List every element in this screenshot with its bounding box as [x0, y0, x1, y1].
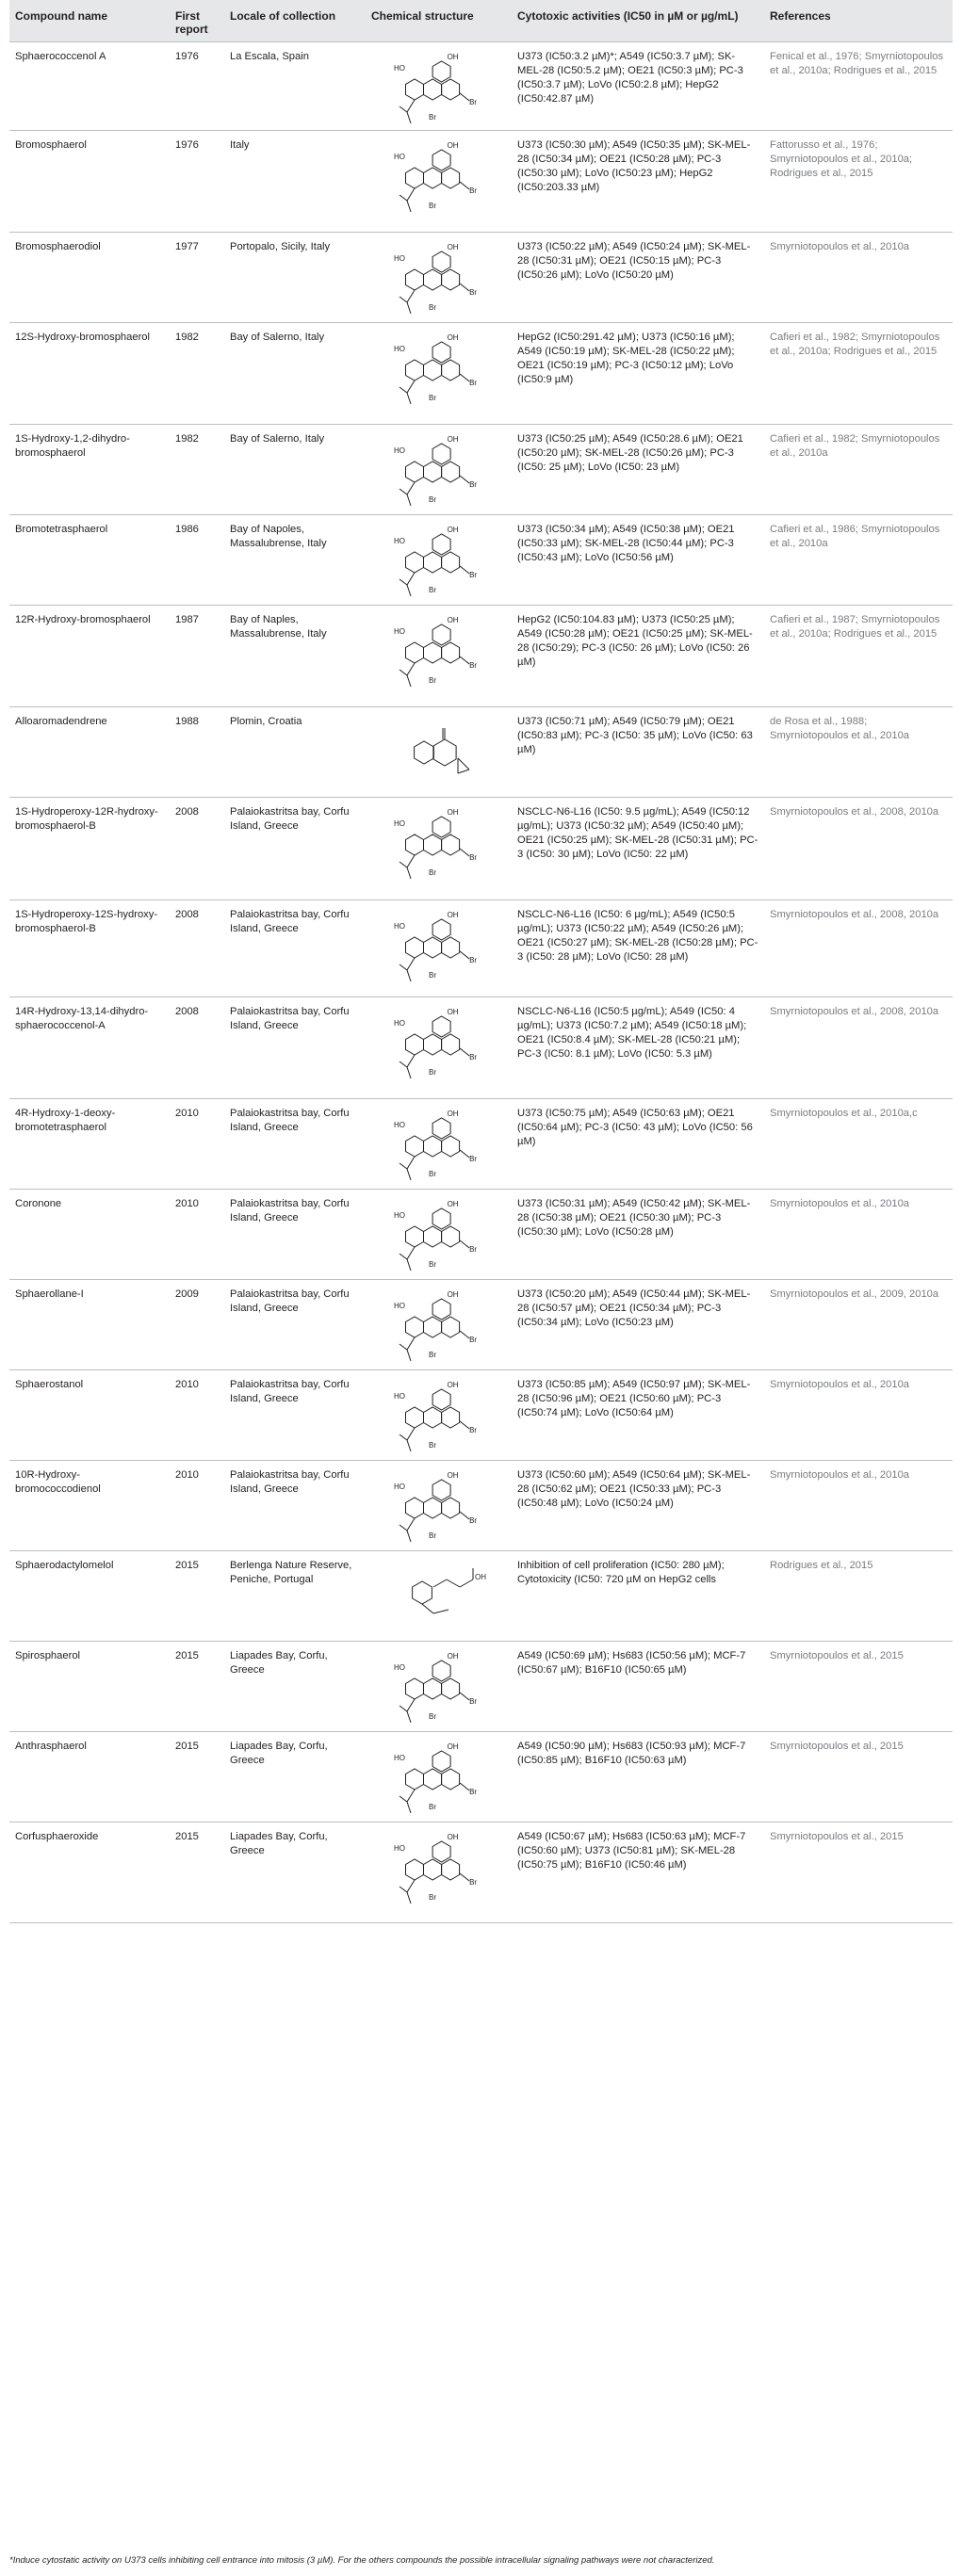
cell-activity: U373 (IC50:20 µM); A549 (IC50:44 µM); SK-MEL-28 (IC50:57 µM); OE21 (IC50:34 µM); PC-3 (IC50:34 µM); LoVo (IC50:23 µM) [512, 1279, 764, 1369]
atom-label: Br [469, 1335, 478, 1344]
cell-compound-name: Bromotetrasphaerol [9, 514, 170, 605]
atom-label: Br [469, 1244, 478, 1254]
cell-locale: Plomin, Croatia [224, 706, 366, 797]
cell-structure [366, 514, 512, 605]
atom-label: OH [447, 1470, 459, 1480]
table-row [9, 1731, 953, 1822]
atom-label: OH [447, 1742, 459, 1751]
cell-compound-name: Corfusphaeroxide [9, 1822, 170, 1922]
atom-label: HO [394, 446, 405, 455]
cell-compound-name: Bromosphaerol [9, 130, 170, 232]
atom-label: Br [429, 302, 437, 312]
cell-references: Cafieri et al., 1986; Smyrniotopoulos et al., 2010a [764, 514, 953, 605]
cell-references: Rodrigues et al., 2015 [764, 1550, 953, 1641]
cell-structure [366, 1460, 512, 1550]
cell-locale: Portopalo, Sicily, Italy [224, 232, 366, 322]
cell-references: Smyrniotopoulos et al., 2015 [764, 1822, 953, 1922]
cell-activity: A549 (IC50:90 µM); Hs683 (IC50:93 µM); MCF-7 (IC50:85 µM); B16F10 (IC50:63 µM) [512, 1731, 764, 1822]
cell-locale: Palaiokastritsa bay, Corfu Island, Greece [224, 899, 366, 996]
cell-locale: Palaiokastritsa bay, Corfu Island, Greece [224, 1189, 366, 1279]
atom-label: Br [469, 570, 478, 579]
cell-compound-name: 4R-Hydroxy-1-deoxy-bromotetrasphaerol [9, 1098, 170, 1189]
table-footnote: *Induce cytostatic activity on U373 cells inhibiting cell entrance into mitosis (3 µM). For the others compounds the possible intracellular signaling pathways were not characterized. [9, 2555, 715, 2566]
cell-locale: Bay of Salerno, Italy [224, 424, 366, 514]
table-row [9, 1369, 953, 1460]
header-references: References [770, 9, 831, 23]
atom-label: OH [447, 1109, 459, 1118]
table-row [9, 1098, 953, 1189]
structure-diagram [367, 1465, 509, 1547]
atom-label: OH [475, 1572, 486, 1581]
table-row [9, 1641, 953, 1731]
atom-label: Br [429, 1169, 437, 1178]
header-structure: Chemical structure [371, 9, 474, 23]
cell-locale: Bay of Naples, Massalubrense, Italy [224, 605, 366, 706]
table-row [9, 996, 953, 1098]
compound-table [9, 0, 953, 1923]
table-row [9, 1189, 953, 1279]
atom-label: OH [447, 1651, 459, 1661]
cell-activity: U373 (IC50:60 µM); A549 (IC50:64 µM); SK-MEL-28 (IC50:62 µM); OE21 (IC50:33 µM); PC-3 (IC50:48 µM); LoVo (IC50:24 µM) [512, 1460, 764, 1550]
cell-first-report: 2015 [170, 1822, 224, 1922]
cell-activity: U373 (IC50:22 µM); A549 (IC50:24 µM); SK-MEL-28 (IC50:31 µM); OE21 (IC50:15 µM); PC-3 (IC50:26 µM); LoVo (IC50:20 µM) [512, 232, 764, 322]
cell-locale: Palaiokastritsa bay, Corfu Island, Greece [224, 1369, 366, 1460]
atom-label: HO [394, 536, 405, 545]
cell-structure [366, 605, 512, 706]
atom-label: OH [447, 910, 459, 919]
cell-structure [366, 1369, 512, 1460]
structure-diagram [367, 1284, 509, 1367]
cell-first-report: 2010 [170, 1460, 224, 1550]
cell-first-report: 1986 [170, 514, 224, 605]
atom-label: HO [394, 1391, 405, 1401]
cell-activity: NSCLC-N6-L16 (IC50:5 µg/mL); A549 (IC50: 4 µg/mL); U373 (IC50:7.2 µM); A549 (IC50:18 µM); OE21 (IC50:8.4 µM); SK-MEL-28 (IC50:21 µM); PC-3 (IC50: 8.1 µM); LoVo (IC50: 5.3 µM) [512, 996, 764, 1098]
atom-label: OH [447, 807, 459, 817]
atom-label: Br [429, 1531, 437, 1540]
cell-compound-name: Spirosphaerol [9, 1641, 170, 1731]
cell-first-report: 2008 [170, 996, 224, 1098]
cell-structure [366, 1189, 512, 1279]
cell-references: Fenical et al., 1976; Smyrniotopoulos et al., 2010a; Rodrigues et al., 2015 [764, 41, 953, 130]
cell-locale: Liapades Bay, Corfu, Greece [224, 1822, 366, 1922]
cell-compound-name: Sphaerodactylomelol [9, 1550, 170, 1641]
cell-references: Smyrniotopoulos et al., 2015 [764, 1731, 953, 1822]
cell-compound-name: 12R-Hydroxy-bromosphaerol [9, 605, 170, 706]
atom-label: Br [469, 660, 478, 670]
atom-label: HO [394, 921, 405, 931]
atom-label: HO [394, 1120, 405, 1129]
cell-references: Cafieri et al., 1982; Smyrniotopoulos et al., 2010a; Rodrigues et al., 2015 [764, 322, 953, 424]
cell-first-report: 1977 [170, 232, 224, 322]
table-row [9, 1822, 953, 1922]
cell-activity: Inhibition of cell proliferation (IC50: 280 µM); Cytotoxicity (IC50: 720 µM on HepG2 cells [512, 1550, 764, 1641]
cell-locale: La Escala, Spain [224, 41, 366, 130]
cell-structure [366, 232, 512, 322]
atom-label: Br [469, 1154, 478, 1163]
atom-label: Br [469, 1696, 478, 1706]
atom-label: HO [394, 1018, 405, 1028]
cell-references: Smyrniotopoulos et al., 2010a [764, 1189, 953, 1279]
cell-references: Smyrniotopoulos et al., 2010a [764, 1460, 953, 1550]
atom-label: OH [447, 52, 459, 61]
cell-activity: U373 (IC50:85 µM); A549 (IC50:97 µM); SK-MEL-28 (IC50:96 µM); OE21 (IC50:60 µM); PC-3 (IC50:74 µM); LoVo (IC50:64 µM) [512, 1369, 764, 1460]
cell-first-report: 2008 [170, 899, 224, 996]
atom-label: Br [469, 1787, 478, 1796]
cell-first-report: 1988 [170, 706, 224, 797]
cell-compound-name: Alloaromadendrene [9, 706, 170, 797]
cell-locale: Berlenga Nature Reserve, Peniche, Portugal [224, 1550, 366, 1641]
atom-label: Br [429, 867, 437, 877]
atom-label: Br [469, 955, 478, 964]
table-row [9, 232, 953, 322]
cell-first-report: 2009 [170, 1279, 224, 1369]
cell-compound-name: 1S-Hydroperoxy-12S-hydroxy-bromosphaerol-B [9, 899, 170, 996]
header-activity: Cytotoxic activities (IC50 in µM or µg/mL) [517, 9, 739, 23]
cell-references: Smyrniotopoulos et al., 2008, 2010a [764, 996, 953, 1098]
atom-label: HO [394, 152, 405, 161]
cell-first-report: 1982 [170, 424, 224, 514]
cell-structure [366, 322, 512, 424]
cell-first-report: 2015 [170, 1731, 224, 1822]
cell-references: Cafieri et al., 1987; Smyrniotopoulos et al., 2010a; Rodrigues et al., 2015 [764, 605, 953, 706]
structure-diagram [367, 1001, 509, 1084]
atom-label: OH [447, 1289, 459, 1299]
cell-compound-name: 1S-Hydroperoxy-12R-hydroxy-bromosphaerol-B [9, 797, 170, 899]
cell-activity: U373 (IC50:71 µM); A549 (IC50:79 µM); OE21 (IC50:83 µM); PC-3 (IC50: 35 µM); LoVo (IC50: 63 µM) [512, 706, 764, 797]
structure-diagram [367, 1736, 509, 1819]
atom-label: Br [469, 1515, 478, 1525]
cell-locale: Bay of Salerno, Italy [224, 322, 366, 424]
atom-label: OH [447, 140, 459, 150]
cell-first-report: 2015 [170, 1641, 224, 1731]
cell-activity: U373 (IC50:31 µM); A549 (IC50:42 µM); SK-MEL-28 (IC50:38 µM); OE21 (IC50:30 µM); PC-3 (IC50:30 µM); LoVo (IC50:28 µM) [512, 1189, 764, 1279]
cell-locale: Palaiokastritsa bay, Corfu Island, Greece [224, 1098, 366, 1189]
structure-diagram [367, 1193, 509, 1276]
cell-compound-name: 12S-Hydroxy-bromosphaerol [9, 322, 170, 424]
cell-references: Cafieri et al., 1982; Smyrniotopoulos et al., 2010a [764, 424, 953, 514]
cell-activity: NSCLC-N6-L16 (IC50: 9.5 µg/mL); A549 (IC50:12 µg/mL); U373 (IC50:32 µM); A549 (IC50:40 µM); OE21 (IC50:25 µM); SK-MEL-28 (IC50:31 µM); PC-3 (IC50: 30 µM); LoVo (IC50: 22 µM) [512, 797, 764, 899]
cell-compound-name: 1S-Hydroxy-1,2-dihydro-bromosphaerol [9, 424, 170, 514]
atom-label: Br [469, 852, 478, 862]
atom-label: OH [447, 1007, 459, 1016]
structure-diagram [367, 135, 509, 218]
table-row [9, 41, 953, 130]
table-row [9, 424, 953, 514]
cell-activity: U373 (IC50:34 µM); A549 (IC50:38 µM); OE21 (IC50:33 µM); SK-MEL-28 (IC50:44 µM); PC-3 (IC50:43 µM); LoVo (IC50:56 µM) [512, 514, 764, 605]
cell-structure [366, 1279, 512, 1369]
cell-compound-name: Sphaerococcenol A [9, 41, 170, 130]
cell-structure [366, 899, 512, 996]
cell-structure [366, 1098, 512, 1189]
cell-references: Smyrniotopoulos et al., 2010a,c [764, 1098, 953, 1189]
atom-label: Br [429, 112, 437, 122]
cell-locale: Palaiokastritsa bay, Corfu Island, Greece [224, 1460, 366, 1550]
cell-activity: U373 (IC50:3.2 µM)*; A549 (IC50:3.7 µM); SK-MEL-28 (IC50:5.2 µM); OE21 (IC50:3 µM); PC-3 (IC50:3.7 µM); LoVo (IC50:2.8 µM); HepG2 (IC50:42.87 µM) [512, 41, 764, 130]
cell-structure [366, 996, 512, 1098]
atom-label: Br [429, 393, 437, 402]
atom-label: Br [429, 1350, 437, 1359]
atom-label: Br [429, 1892, 437, 1902]
cell-locale: Liapades Bay, Corfu, Greece [224, 1731, 366, 1822]
cell-structure [366, 797, 512, 899]
structure-diagram [367, 1645, 509, 1728]
cell-first-report: 1976 [170, 130, 224, 232]
structure-diagram [367, 1826, 509, 1909]
cell-compound-name: Sphaerostanol [9, 1369, 170, 1460]
structure-diagram [367, 327, 509, 410]
cell-activity: HepG2 (IC50:104.83 µM); U373 (IC50:25 µM); A549 (IC50:28 µM); OE21 (IC50:25 µM); SK-MEL-28 (IC50:29); PC-3 (IC50: 26 µM); LoVo (IC50: 26 µM) [512, 605, 764, 706]
table-row [9, 130, 953, 232]
cell-structure [366, 41, 512, 130]
header-compound-name: Compound name [15, 9, 107, 23]
atom-label: OH [447, 1832, 459, 1841]
cell-references: Smyrniotopoulos et al., 2008, 2010a [764, 899, 953, 996]
table-row [9, 706, 953, 797]
cell-structure [366, 1641, 512, 1731]
atom-label: HO [394, 1662, 405, 1672]
cell-compound-name: 14R-Hydroxy-13,14-dihydro-sphaerococcenol-A [9, 996, 170, 1098]
atom-label: Br [429, 1711, 437, 1721]
structure-diagram [367, 1103, 509, 1186]
cell-references: Fattorusso et al., 1976; Smyrniotopoulos et al., 2010a; Rodrigues et al., 2015 [764, 130, 953, 232]
atom-label: HO [394, 818, 405, 828]
structure-diagram [367, 802, 509, 884]
header-locale: Locale of collection [230, 9, 336, 23]
atom-label: Br [469, 479, 478, 489]
cell-compound-name: Sphaerollane-I [9, 1279, 170, 1369]
atom-label: Br [429, 494, 437, 504]
cell-first-report: 2010 [170, 1369, 224, 1460]
cell-first-report: 2010 [170, 1098, 224, 1189]
cell-compound-name: Bromosphaerodiol [9, 232, 170, 322]
cell-activity: HepG2 (IC50:291.42 µM); U373 (IC50:16 µM); A549 (IC50:19 µM); SK-MEL-28 (IC50:22 µM); OE21 (IC50:19 µM); PC-3 (IC50:12 µM); LoVo (IC50:9 µM) [512, 322, 764, 424]
structure-diagram [367, 1374, 509, 1457]
cell-references: Smyrniotopoulos et al., 2015 [764, 1641, 953, 1731]
structure-diagram [367, 429, 509, 511]
cell-compound-name: Coronone [9, 1189, 170, 1279]
cell-locale: Bay of Napoles, Massalubrense, Italy [224, 514, 366, 605]
cell-activity: U373 (IC50:30 µM); A549 (IC50:35 µM); SK-MEL-28 (IC50:34 µM); OE21 (IC50:28 µM); PC-3 (IC50:30 µM); LoVo (IC50:23 µM); HepG2 (IC50:203.33 µM) [512, 130, 764, 232]
atom-label: Br [429, 1259, 437, 1269]
cell-compound-name: 10R-Hydroxy-bromococcodienol [9, 1460, 170, 1550]
cell-locale: Palaiokastritsa bay, Corfu Island, Greece [224, 797, 366, 899]
atom-label: Br [469, 1877, 478, 1887]
atom-label: OH [447, 242, 459, 251]
structure-diagram [367, 46, 509, 129]
table-row [9, 1460, 953, 1550]
cell-activity: U373 (IC50:25 µM); A549 (IC50:28.6 µM); OE21 (IC50:20 µM); SK-MEL-28 (IC50:26 µM); PC-3 (IC50: 25 µM); LoVo (IC50: 23 µM) [512, 424, 764, 514]
structure-diagram [367, 519, 509, 602]
structure-diagram [367, 236, 509, 319]
atom-label: Br [469, 378, 478, 387]
atom-label: HO [394, 1482, 405, 1491]
cell-activity: U373 (IC50:75 µM); A549 (IC50:63 µM); OE21 (IC50:64 µM); PC-3 (IC50: 43 µM); LoVo (IC50: 56 µM) [512, 1098, 764, 1189]
atom-label: OH [447, 615, 459, 624]
atom-label: OH [447, 1380, 459, 1389]
atom-label: HO [394, 1210, 405, 1220]
cell-locale: Liapades Bay, Corfu, Greece [224, 1641, 366, 1731]
atom-label: Br [429, 970, 437, 980]
atom-label: HO [394, 1843, 405, 1853]
cell-first-report: 2008 [170, 797, 224, 899]
atom-label: Br [429, 1440, 437, 1450]
atom-label: Br [429, 675, 437, 685]
structure-diagram [367, 609, 509, 692]
atom-label: HO [394, 1301, 405, 1310]
atom-label: HO [394, 63, 405, 73]
atom-label: Br [429, 1802, 437, 1811]
atom-label: OH [447, 332, 459, 342]
cell-activity: A549 (IC50:67 µM); Hs683 (IC50:63 µM); MCF-7 (IC50:60 µM); U373 (IC50:81 µM); SK-MEL-28 (IC50:75 µM); B16F10 (IC50:46 µM) [512, 1822, 764, 1922]
table-row [9, 322, 953, 424]
cell-structure [366, 424, 512, 514]
table-header-row [9, 0, 953, 41]
cell-locale: Palaiokastritsa bay, Corfu Island, Greece [224, 1279, 366, 1369]
cell-references: Smyrniotopoulos et al., 2009, 2010a [764, 1279, 953, 1369]
atom-label: Br [469, 97, 478, 106]
cell-first-report: 1976 [170, 41, 224, 130]
cell-references: de Rosa et al., 1988; Smyrniotopoulos et al., 2010a [764, 706, 953, 797]
structure-diagram [367, 711, 509, 794]
atom-label: HO [394, 253, 405, 263]
table-row [9, 899, 953, 996]
cell-structure [366, 130, 512, 232]
cell-first-report: 1987 [170, 605, 224, 706]
atom-label: OH [447, 525, 459, 534]
atom-label: OH [447, 434, 459, 444]
table-row [9, 797, 953, 899]
cell-structure [366, 706, 512, 797]
table-row [9, 1279, 953, 1369]
cell-structure [366, 1550, 512, 1641]
table-row [9, 605, 953, 706]
table-row [9, 1550, 953, 1641]
cell-activity: NSCLC-N6-L16 (IC50: 6 µg/mL); A549 (IC50:5 µg/mL); U373 (IC50:22 µM); A549 (IC50:26 µM); OE21 (IC50:27 µM); SK-MEL-28 (IC50:28 µM); PC-3 (IC50: 28 µM); LoVo (IC50: 28 µM) [512, 899, 764, 996]
cell-first-report: 1982 [170, 322, 224, 424]
cell-activity: A549 (IC50:69 µM); Hs683 (IC50:56 µM); MCF-7 (IC50:67 µM); B16F10 (IC50:65 µM) [512, 1641, 764, 1731]
structure-diagram [367, 904, 509, 987]
cell-first-report: 2010 [170, 1189, 224, 1279]
table-row [9, 514, 953, 605]
header-first-report: First report [175, 9, 208, 36]
atom-label: Br [469, 1425, 478, 1434]
atom-label: HO [394, 344, 405, 353]
cell-references: Smyrniotopoulos et al., 2010a [764, 232, 953, 322]
atom-label: Br [429, 585, 437, 594]
cell-structure [366, 1731, 512, 1822]
atom-label: HO [394, 1753, 405, 1762]
atom-label: Br [469, 1052, 478, 1061]
cell-references: Smyrniotopoulos et al., 2010a [764, 1369, 953, 1460]
structure-diagram [367, 1555, 509, 1638]
cell-first-report: 2015 [170, 1550, 224, 1641]
atom-label: Br [429, 201, 437, 210]
atom-label: OH [447, 1199, 459, 1208]
cell-locale: Italy [224, 130, 366, 232]
cell-locale: Palaiokastritsa bay, Corfu Island, Greece [224, 996, 366, 1098]
atom-label: Br [429, 1067, 437, 1077]
cell-compound-name: Anthrasphaerol [9, 1731, 170, 1822]
cell-references: Smyrniotopoulos et al., 2008, 2010a [764, 797, 953, 899]
atom-label: Br [469, 186, 478, 195]
cell-structure [366, 1822, 512, 1922]
atom-label: HO [394, 626, 405, 636]
atom-label: Br [469, 287, 478, 297]
